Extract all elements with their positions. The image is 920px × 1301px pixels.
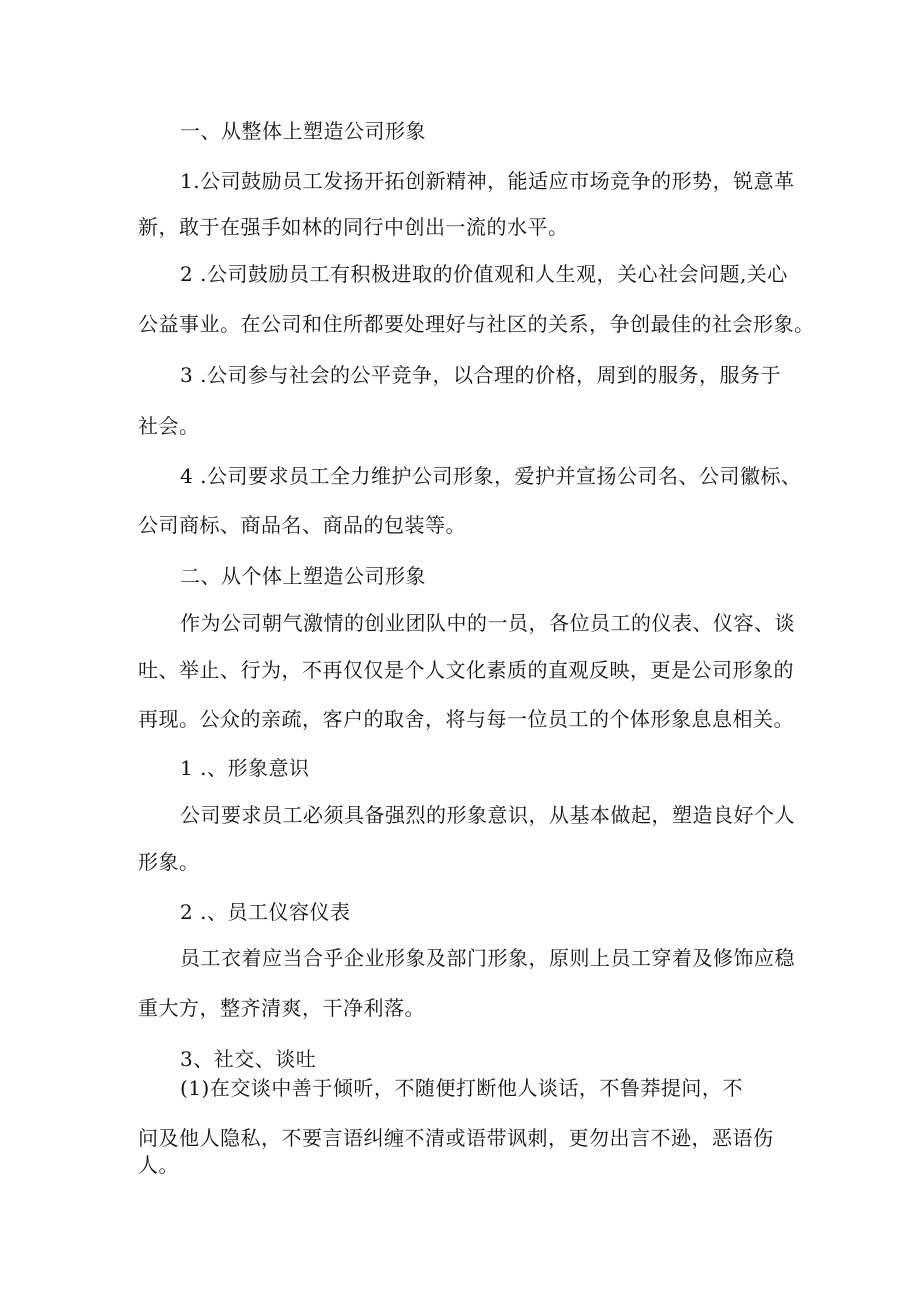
intro-line3: 再现。公众的亲疏，客户的取舍，将与每一位员工的个体形象息息相关。 xyxy=(138,707,794,731)
sub2-heading: 2 .、员工仪容仪表 xyxy=(180,900,351,924)
section1-heading: 一、从整体上塑造公司形象 xyxy=(180,119,426,143)
item1-line2: 新，敢于在强手如林的同行中创出一流的水平。 xyxy=(138,215,569,239)
section2-heading: 二、从个体上塑造公司形象 xyxy=(180,564,426,588)
item2-line1: 2 .公司鼓励员工有积极进取的价值观和人生观，关心社会问题,关心 xyxy=(180,262,788,286)
sub3-line3: 人。 xyxy=(138,1153,179,1177)
item4-line2: 公司商标、商品名、商品的包装等。 xyxy=(138,513,466,537)
sub1-line1: 公司要求员工必须具备强烈的形象意识，从基本做起，塑造良好个人 xyxy=(180,803,795,827)
sub2-line2: 重大方，整齐清爽，干净利落。 xyxy=(138,996,425,1020)
sub3-heading: 3、社交、谈吐 xyxy=(180,1047,317,1071)
sub3-line2: 问及他人隐私，不要言语纠缠不清或语带讽刺，更勿出言不逊，恶语伤 xyxy=(138,1126,774,1150)
item1-line1: 1.公司鼓励员工发扬开拓创新精神，能适应市场竞争的形势，锐意革 xyxy=(180,169,795,193)
sub1-line2: 形象。 xyxy=(138,850,200,874)
intro-line2: 吐、举止、行为，不再仅仅是个人文化素质的直观反映，更是公司形象的 xyxy=(138,658,794,682)
sub1-heading: 1 .、形象意识 xyxy=(180,756,310,780)
item3-line2: 社会。 xyxy=(138,414,200,438)
sub2-line1: 员工衣着应当合乎企业形象及部门形象，原则上员工穿着及修饰应稳 xyxy=(180,946,795,970)
item3-line1: 3 .公司参与社会的公平竞争，以合理的价格，周到的服务，服务于 xyxy=(180,363,781,387)
item4-line1: 4 .公司要求员工全力维护公司形象，爱护并宣扬公司名、公司徽标、 xyxy=(180,464,802,488)
intro-line1: 作为公司朝气激情的创业团队中的一员，各位员工的仪表、仪容、谈 xyxy=(180,611,795,635)
sub3-line1: (1)在交谈中善于倾听，不随便打断他人谈话，不鲁莽提问，不 xyxy=(180,1076,743,1100)
item2-line2: 公益事业。在公司和住所都要处理好与社区的关系，争创最佳的社会形象。 xyxy=(138,312,815,336)
